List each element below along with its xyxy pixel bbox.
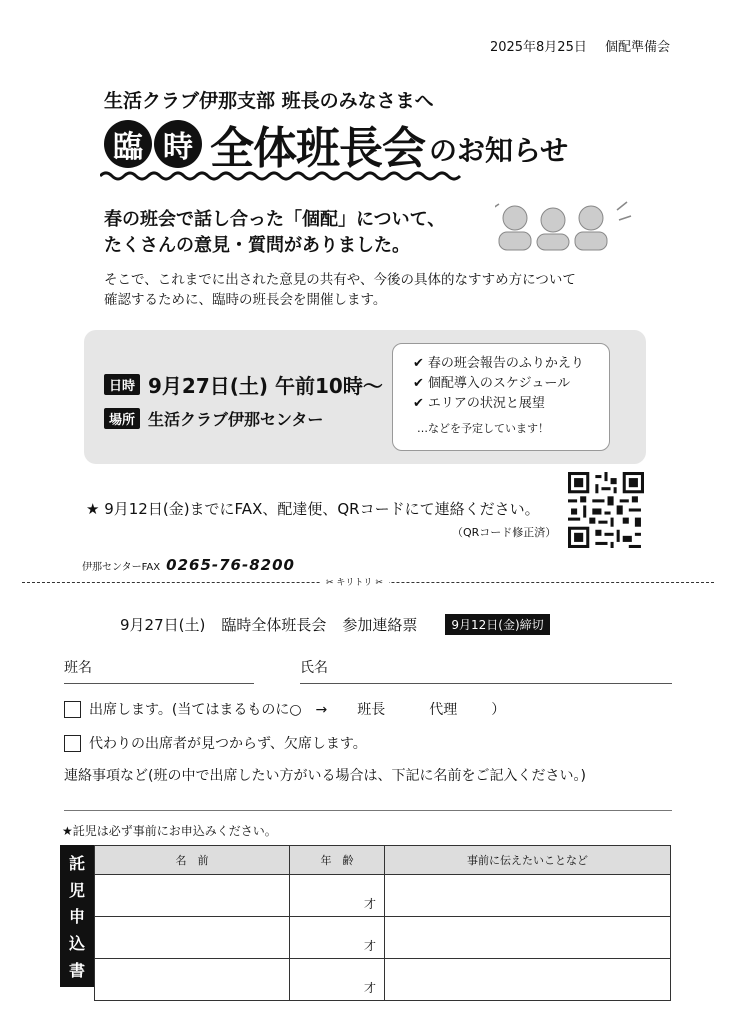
table-row bbox=[95, 875, 671, 917]
issue-date-line bbox=[490, 36, 670, 55]
childcare-note: ★託児は必ず事前にお申込みください。 bbox=[62, 824, 277, 838]
agenda-item: ✔ 個配導入のスケジュール bbox=[413, 376, 571, 391]
issue-date: 2025年8月25日 bbox=[489, 40, 587, 55]
contact-label: 連絡事項など(班の中で出席したい方がいる場合は、下記に名前をご記入ください。) bbox=[64, 768, 586, 784]
title-badge-1: 臨 bbox=[104, 120, 152, 168]
notice-subtitle: 生活クラブ伊那支部 班長のみなさまへ bbox=[104, 90, 434, 112]
check-icon: ✔ bbox=[413, 396, 424, 411]
form-title-kind: 参加連絡票 bbox=[342, 616, 418, 634]
han-name-label: 班名 bbox=[64, 660, 92, 676]
check-icon: ✔ bbox=[413, 356, 424, 371]
check-icon: ✔ bbox=[413, 376, 424, 391]
absent-text: 代わりの出席者が見つからず、欠席します。 bbox=[89, 736, 367, 752]
person-name-field[interactable] bbox=[300, 657, 672, 684]
notice-title bbox=[104, 116, 568, 172]
title-badge-2: 時 bbox=[154, 120, 202, 168]
contact-input-line[interactable] bbox=[64, 810, 672, 811]
child-message-cell[interactable] bbox=[385, 959, 671, 1001]
table-row bbox=[95, 959, 671, 1001]
form-title-event: 臨時全体班長会 bbox=[221, 616, 327, 634]
child-age-cell[interactable]: 才 bbox=[290, 875, 385, 917]
child-name-cell[interactable] bbox=[95, 875, 290, 917]
form-deadline-badge: 9月12日(金)締切 bbox=[445, 614, 549, 635]
childcare-table bbox=[94, 845, 671, 1001]
place-row bbox=[104, 407, 323, 430]
qr-note: （QRコード修正済） bbox=[452, 526, 557, 539]
agenda-item: ✔ 春の班会報告のふりかえり bbox=[413, 356, 584, 371]
absent-row bbox=[64, 733, 367, 753]
col-header-name: 名 前 bbox=[95, 846, 290, 875]
attend-row bbox=[64, 699, 505, 719]
fax-label: 伊那センターFAX bbox=[82, 562, 161, 573]
body-line-1: そこで、これまでに出された意見の共有や、今後の具体的なすすめ方について bbox=[104, 272, 576, 288]
agenda-item: ✔ エリアの状況と展望 bbox=[413, 396, 545, 411]
child-name-cell[interactable] bbox=[95, 917, 290, 959]
childcare-side-label: 託 児 申 込 書 bbox=[60, 845, 94, 987]
absent-checkbox[interactable] bbox=[64, 735, 81, 752]
people-illustration bbox=[495, 198, 635, 254]
person-name-label: 氏名 bbox=[300, 660, 328, 676]
form-title-date: 9月27日(土) bbox=[120, 616, 206, 634]
place-value: 生活クラブ伊那センター bbox=[148, 410, 324, 429]
title-tail: のお知らせ bbox=[429, 134, 569, 167]
scissors-icon: ✂ bbox=[375, 578, 383, 588]
child-age-cell[interactable]: 才 bbox=[290, 917, 385, 959]
attend-text: 出席します。(当てはまるものに○ → bbox=[89, 702, 328, 718]
scissors-icon: ✂ bbox=[326, 578, 334, 588]
datetime-label: 日時 bbox=[104, 374, 140, 395]
attend-option-dairi[interactable]: 代理 bbox=[429, 702, 458, 718]
attend-checkbox[interactable] bbox=[64, 701, 81, 718]
cut-label bbox=[320, 575, 389, 588]
lead-text bbox=[104, 207, 445, 259]
child-message-cell[interactable] bbox=[385, 917, 671, 959]
attend-option-hancho[interactable]: 班長 bbox=[357, 702, 386, 718]
body-line-2: 確認するために、臨時の班長会を開催します。 bbox=[104, 292, 387, 308]
deadline-text: ★ 9月12日(金)までにFAX、配達便、QRコードにて連絡ください。 bbox=[86, 500, 540, 518]
wave-underline bbox=[100, 170, 462, 182]
fax-info bbox=[82, 556, 295, 574]
han-name-field[interactable] bbox=[64, 657, 254, 684]
form-title bbox=[120, 614, 550, 635]
child-age-cell[interactable]: 才 bbox=[290, 959, 385, 1001]
agenda-note: …などを予定しています！ bbox=[417, 422, 549, 435]
cut-label-text: キリトリ bbox=[336, 578, 373, 588]
col-header-message: 事前に伝えたいことなど bbox=[385, 846, 671, 875]
child-message-cell[interactable] bbox=[385, 875, 671, 917]
doc-type: 個配準備会 bbox=[604, 40, 670, 55]
lead-line-2: たくさんの意見・質問がありました。 bbox=[104, 235, 410, 256]
lead-line-1: 春の班会で話し合った「個配」について、 bbox=[104, 209, 446, 230]
col-header-age: 年 齢 bbox=[290, 846, 385, 875]
table-row bbox=[95, 917, 671, 959]
title-main: 全体班長会 bbox=[210, 123, 425, 174]
datetime-value: 9月27日(土) 午前10時～ bbox=[148, 374, 383, 398]
child-name-cell[interactable] bbox=[95, 959, 290, 1001]
datetime-row bbox=[104, 370, 383, 399]
agenda-box bbox=[392, 343, 610, 451]
place-label: 場所 bbox=[104, 408, 140, 429]
fax-number: 0265-76-8200 bbox=[166, 556, 295, 574]
attend-close: ） bbox=[491, 702, 506, 718]
qr-code[interactable] bbox=[568, 472, 644, 548]
body-text bbox=[104, 270, 576, 310]
